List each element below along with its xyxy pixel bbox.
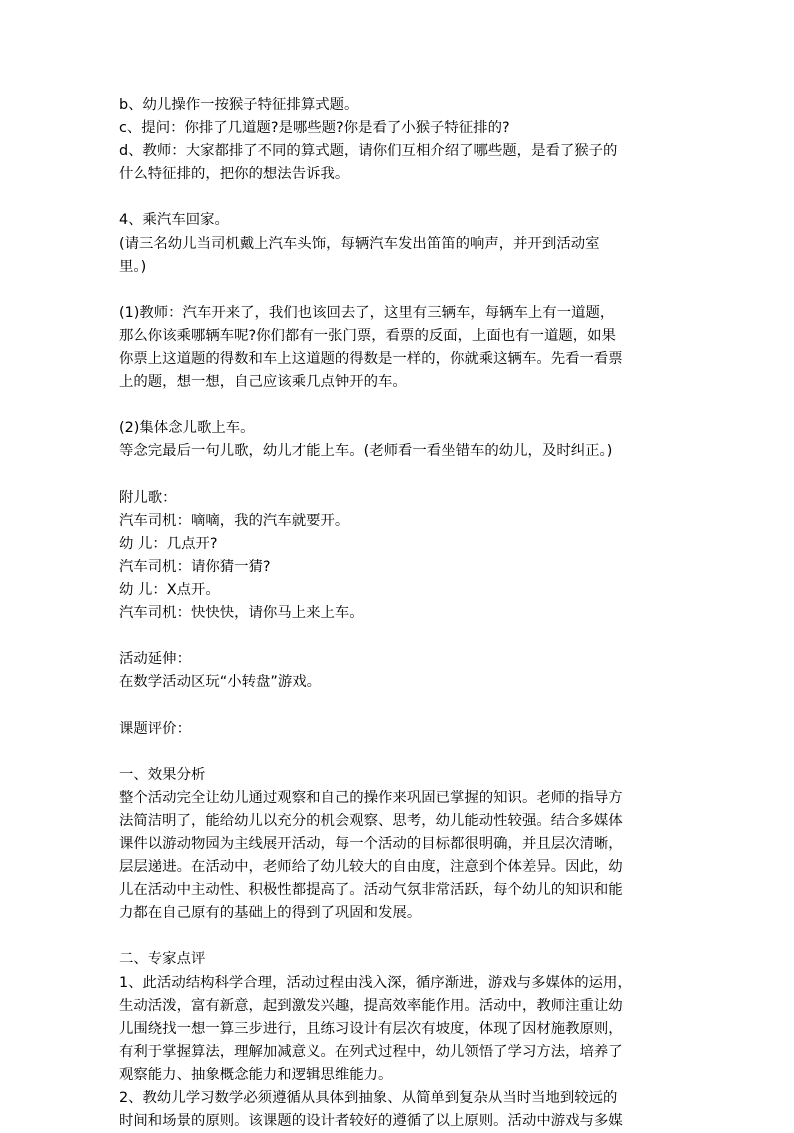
paragraph-spacer (119, 925, 679, 948)
paragraph (119, 648, 679, 694)
paragraph-spacer (119, 394, 679, 417)
paragraph-spacer (119, 694, 679, 717)
text-line: 活动延伸： (119, 651, 191, 668)
text-line: 在数学活动区玩“小转盘”游戏。 (119, 674, 321, 691)
text-line: 课件以游动物园为主线展开活动，每一个活动的目标都很明确，并且层次清晰， (119, 836, 623, 852)
text-line: d、教师：大家都排了不同的算式题，请你们互相介绍了哪些题，是看了猴子的 (119, 143, 618, 160)
text-line: 生动活泼，富有新意，起到激发兴趣，提高效率能作用。活动中，教师注重让幼 (119, 997, 623, 1014)
text-line: 层层递进。在活动中，老师给了幼儿较大的自由度，注意到个体差异。因此，幼 (119, 859, 623, 876)
text-line: 汽车司机：嘀嘀，我的汽车就要开。 (119, 512, 350, 529)
text-line: 2、教幼儿学习数学必须遵循从具体到抽象、从简单到复杂从当时当地到较远的 (119, 1090, 618, 1107)
text-line: 时间和场景的原则。该课题的设计者较好的遵循了以上原则。活动中游戏与多媒 (119, 1113, 623, 1130)
text-line: 汽车司机：请你猜一猜? (119, 558, 271, 575)
text-line: 法简洁明了，能给幼儿以充分的机会观察、思考，幼儿能动性较强。结合多媒体 (119, 812, 623, 829)
text-line: 幼 儿：几点开? (119, 535, 218, 552)
text-line: (请三名幼儿当司机戴上汽车头饰，每辆汽车发出笛笛的响声，并开到活动室 (119, 235, 600, 252)
text-line: 二、专家点评 (119, 951, 206, 968)
text-line: 整个活动完全让幼儿通过观察和自己的操作来巩固已掌握的知识。老师的指导方 (119, 789, 623, 806)
paragraph (119, 417, 679, 463)
paragraph (119, 302, 679, 394)
text-line: c、提问：你排了几道题?是哪些题?你是看了小猴子特征排的? (119, 120, 510, 137)
paragraph (119, 948, 679, 1133)
paragraph-spacer (119, 279, 679, 302)
text-line: 4、乘汽车回家。 (119, 212, 229, 229)
text-line: 等念完最后一句儿歌，幼儿才能上车。(老师看一看坐错车的幼儿，及时纠正。) (119, 443, 613, 460)
text-line: 力都在自己原有的基础上的得到了巩固和发展。 (119, 905, 422, 922)
document-page (119, 94, 679, 1133)
paragraph (119, 209, 679, 278)
paragraph (119, 487, 679, 626)
text-line: 观察能力、抽象概念能力和逻辑思维能力。 (119, 1066, 393, 1083)
text-line: 1、此活动结构科学合理，活动过程由浅入深，循序渐进，游戏与多媒体的运用， (119, 974, 632, 991)
text-line: 那么你该乘哪辆车呢?你们都有一张门票，看票的反面，上面也有一道题，如果 (119, 327, 616, 344)
paragraph (119, 718, 679, 741)
text-line: b、幼儿操作一按猴子特征排算式题。 (119, 97, 359, 113)
paragraph-spacer (119, 741, 679, 764)
text-line: 什么特征排的，把你的想法告诉我。 (119, 166, 350, 183)
text-line: (2)集体念儿歌上车。 (119, 420, 255, 437)
paragraph-spacer (119, 186, 679, 209)
text-line: 一、效果分析 (119, 766, 206, 783)
paragraph (119, 94, 679, 186)
text-line: 课题评价： (119, 720, 191, 737)
text-line: 附儿歌： (119, 489, 177, 506)
text-line: 你票上这道题的得数和车上这道题的得数是一样的，你就乘这辆车。先看一看票 (119, 351, 623, 368)
text-line: 儿在活动中主动性、积极性都提高了。活动气氛非常活跃，每个幼儿的知识和能 (119, 882, 623, 899)
text-line: 有利于掌握算法，理解加减意义。在列式过程中，幼儿领悟了学习方法，培养了 (119, 1043, 623, 1060)
text-line: 上的题，想一想，自己应该乘几点钟开的车。 (119, 374, 407, 391)
text-line: 汽车司机：快快快，请你马上来上车。 (119, 605, 364, 622)
text-line: 里。) (119, 258, 147, 275)
paragraph-spacer (119, 625, 679, 648)
paragraph (119, 764, 679, 926)
text-line: (1)教师：汽车开来了，我们也该回去了，这里有三辆车，每辆车上有一道题， (119, 304, 615, 321)
text-line: 幼 儿：X点开。 (119, 581, 220, 598)
text-line: 儿围绕找一想一算三步进行，且练习设计有层次有坡度，体现了因材施教原则， (119, 1020, 623, 1037)
paragraph-spacer (119, 464, 679, 487)
